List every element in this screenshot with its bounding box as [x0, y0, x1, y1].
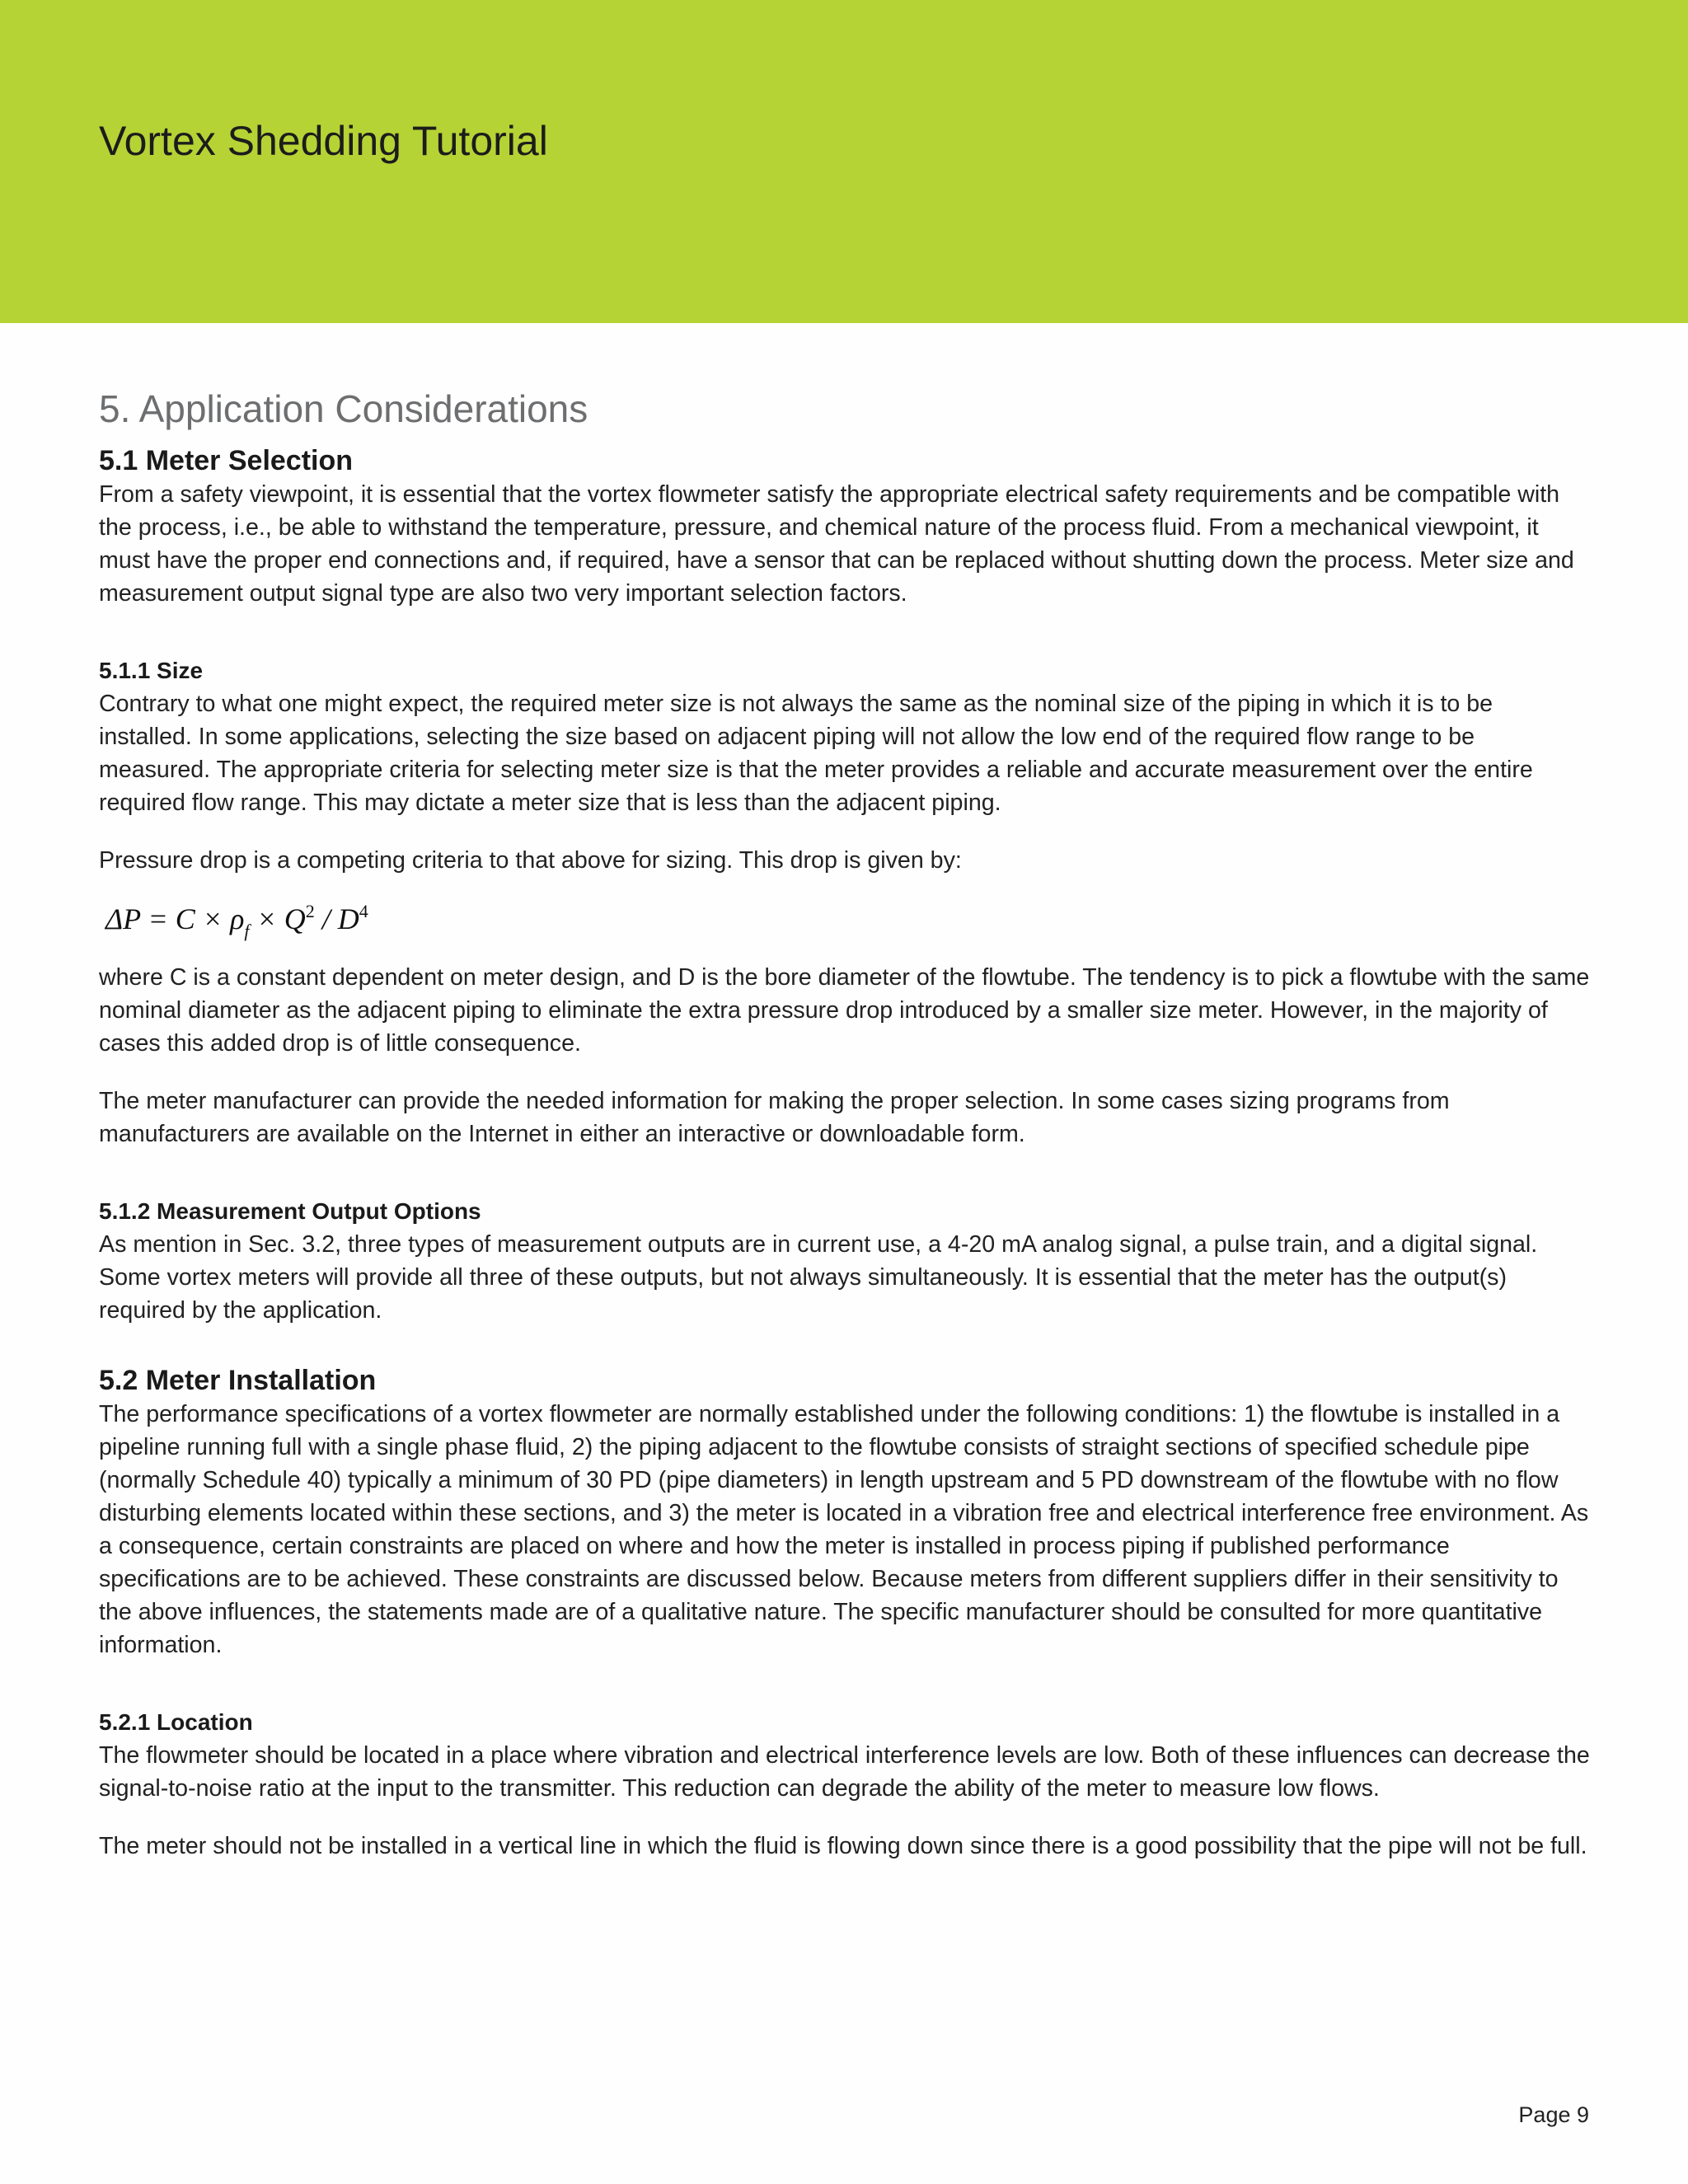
- subsubsection-title-output-options: 5.1.2 Measurement Output Options: [99, 1198, 481, 1224]
- paragraph-size-3: where C is a constant dependent on meter design, and D is the bore diameter of the flowtube. The tendency is to pick a flowtube with the same nominal diameter as the adjacent piping to eliminate the extra pressure drop introduced by a smaller size meter. However, in the majority of cases this added drop is of little consequence.: [99, 964, 1590, 1057]
- paragraph-location-2: The meter should not be installed in a vertical line in which the fluid is flowing down since there is a good possibility that the pipe will not be full.: [99, 1833, 1587, 1859]
- subsubsection-title-location: 5.2.1 Location: [99, 1709, 253, 1735]
- paragraph-meter-selection: From a safety viewpoint, it is essential that the vortex flowmeter satisfy the appropriate electrical safety requirements and be compatible with the process, i.e., be able to withstand the temperature, pressure, and chemical nature of the process fluid. From a mechanical viewpoint, it must have the proper end connections and, if required, have a sensor that can be replaced without shutting down the process. Meter size and measurement output signal type are also two very important selection factors.: [99, 481, 1574, 607]
- formula-mid: × Q: [249, 902, 306, 935]
- paragraph-meter-installation: The performance specifications of a vortex flowmeter are normally established under the following conditions: 1) the flowtube is installed in a pipeline running full with a single phase fluid, 2) the piping adjacent to the flowtube consists of straight sections of specified schedule pipe (normally Schedule 40) typically a minimum of 30 PD (pipe diameters) in length upstream and 5 PD downstream of the flowtube with no flow disturbing elements located within these sections, and 3) the meter is located in a vibration free and electrical interference free environment. As a consequence, certain constraints are placed on where and how the meter is installed in process piping if published performance specifications are to be achieved. These constraints are discussed below. Because meters from different suppliers differ in their sensitivity to the above influences, the statements made are of a qualitative nature. The specific manufacturer should be consulted for more quantitative information.: [99, 1401, 1589, 1658]
- formula-sub-f: f: [244, 921, 250, 941]
- subsection-title-meter-installation: 5.2 Meter Installation: [99, 1365, 377, 1396]
- formula-div: / D: [314, 902, 359, 935]
- subsubsection-title-size: 5.1.1 Size: [99, 658, 204, 683]
- header-band: [0, 0, 1688, 323]
- paragraph-size-4: The meter manufacturer can provide the needed information for making the proper selection. In some cases sizing programs from manufacturers are available on the Internet in either an interactive or downloadable form.: [99, 1088, 1450, 1147]
- page-content: [99, 384, 1591, 1863]
- pressure-drop-formula: [106, 888, 1591, 954]
- formula-sup-4: 4: [359, 901, 368, 921]
- page-number: Page 9: [1518, 2102, 1589, 2127]
- subsection-title-meter-selection: 5.1 Meter Selection: [99, 445, 354, 476]
- section-title: 5. Application Considerations: [99, 387, 588, 430]
- formula-sup-2: 2: [305, 901, 315, 921]
- paragraph-size-2: Pressure drop is a competing criteria to that above for sizing. This drop is given by:: [99, 847, 962, 874]
- paragraph-location-1: The flowmeter should be located in a place where vibration and electrical interference levels are low. Both of these influences can decrease the signal-to-noise ratio at the input to the transmitter. This reduction can degrade the ability of the meter to measure low flows.: [99, 1742, 1590, 1802]
- formula-lhs: ΔP = C × ρ: [106, 902, 245, 935]
- paragraph-size-1: Contrary to what one might expect, the required meter size is not always the same as the nominal size of the piping in which it is to be installed. In some applications, selecting the size based on adjacent piping will not allow the low end of the required flow range to be measured. The appropriate criteria for selecting meter size is that the meter provides a reliable and accurate measurement over the entire required flow range. This may dictate a meter size that is less than the adjacent piping.: [99, 691, 1533, 816]
- paragraph-output-options: As mention in Sec. 3.2, three types of measurement outputs are in current use, a 4-20 mA analog signal, a pulse train, and a digital signal. Some vortex meters will provide all three of these outputs, but not always simultaneously. It is essential that the meter has the output(s) required by the application.: [99, 1231, 1538, 1324]
- document-title: Vortex Shedding Tutorial: [99, 118, 548, 164]
